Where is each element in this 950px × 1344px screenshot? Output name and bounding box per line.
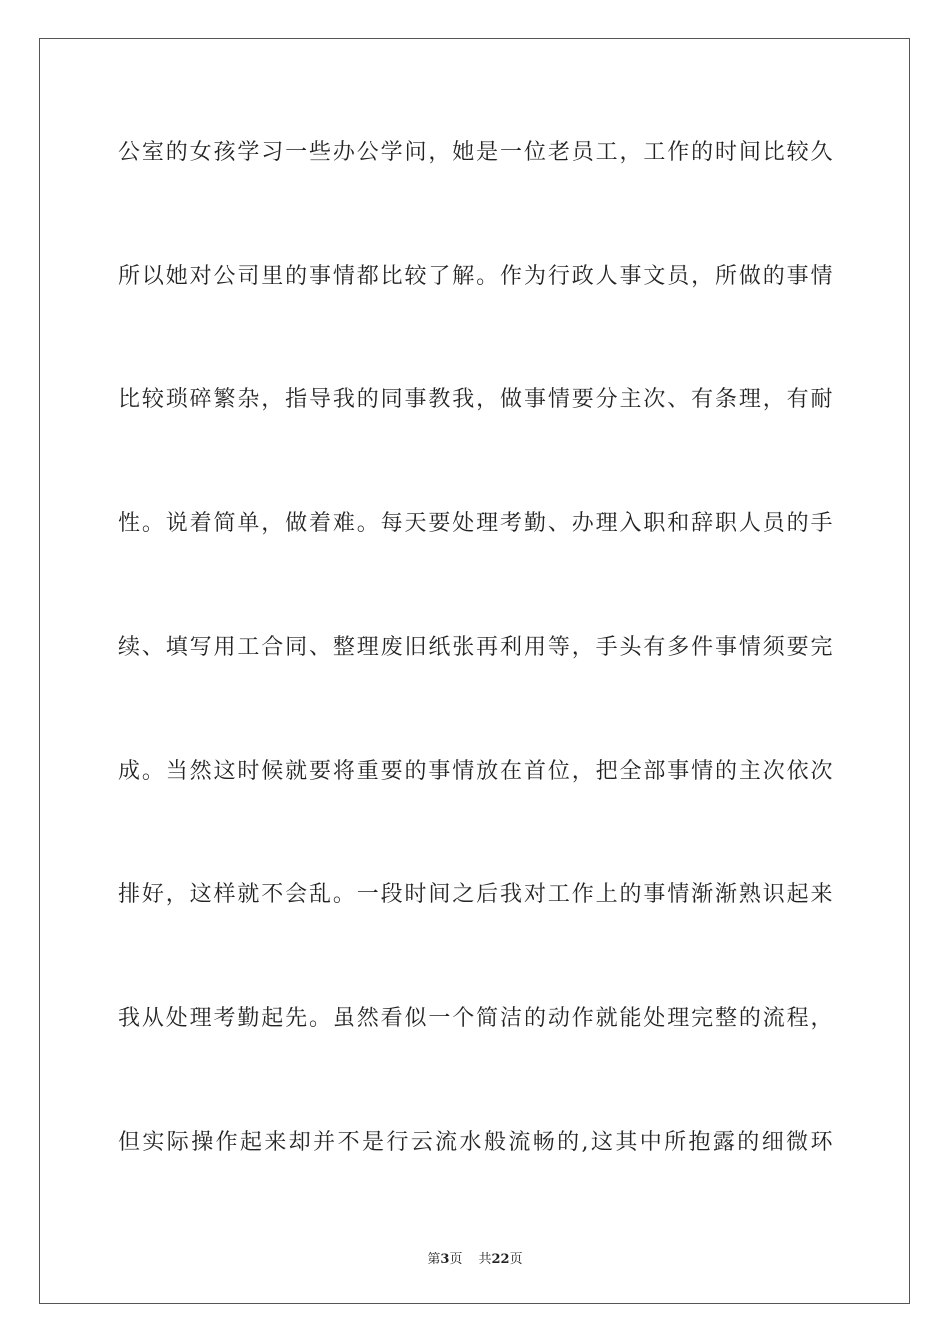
page-suffix: 页 (449, 1252, 463, 1267)
text-line-9: 但实际操作起来却并不是行云流水般流畅的,这其中所抱露的细微环 (118, 1130, 833, 1155)
text-line-8: 我从处理考勤起先。虽然看似一个简洁的动作就能处理完整的流程， (118, 1006, 833, 1031)
page-current: 3 (440, 1252, 450, 1267)
page-border (39, 38, 910, 1304)
text-line-5: 续、填写用工合同、整理废旧纸张再利用等，手头有多件事情须要完 (118, 635, 833, 660)
total-prefix: 共 (478, 1252, 492, 1267)
page-footer (0, 1248, 950, 1267)
text-line-7: 排好，这样就不会乱。一段时间之后我对工作上的事情渐渐熟识起来 (118, 882, 833, 907)
text-line-3: 比较琐碎繁杂，指导我的同事教我，做事情要分主次、有条理，有耐 (118, 387, 833, 412)
text-line-4: 性。说着简单，做着难。每天要处理考勤、办理入职和辞职人员的手 (118, 511, 833, 536)
page-prefix: 第 (427, 1252, 441, 1267)
text-line-2: 所以她对公司里的事情都比较了解。作为行政人事文员，所做的事情 (118, 264, 833, 289)
text-line-1: 公室的女孩学习一些办公学问，她是一位老员工，工作的时间比较久 (118, 140, 833, 165)
total-suffix: 页 (509, 1252, 523, 1267)
page-total: 22 (491, 1252, 510, 1267)
text-line-6: 成。当然这时候就要将重要的事情放在首位，把全部事情的主次依次 (118, 759, 833, 784)
